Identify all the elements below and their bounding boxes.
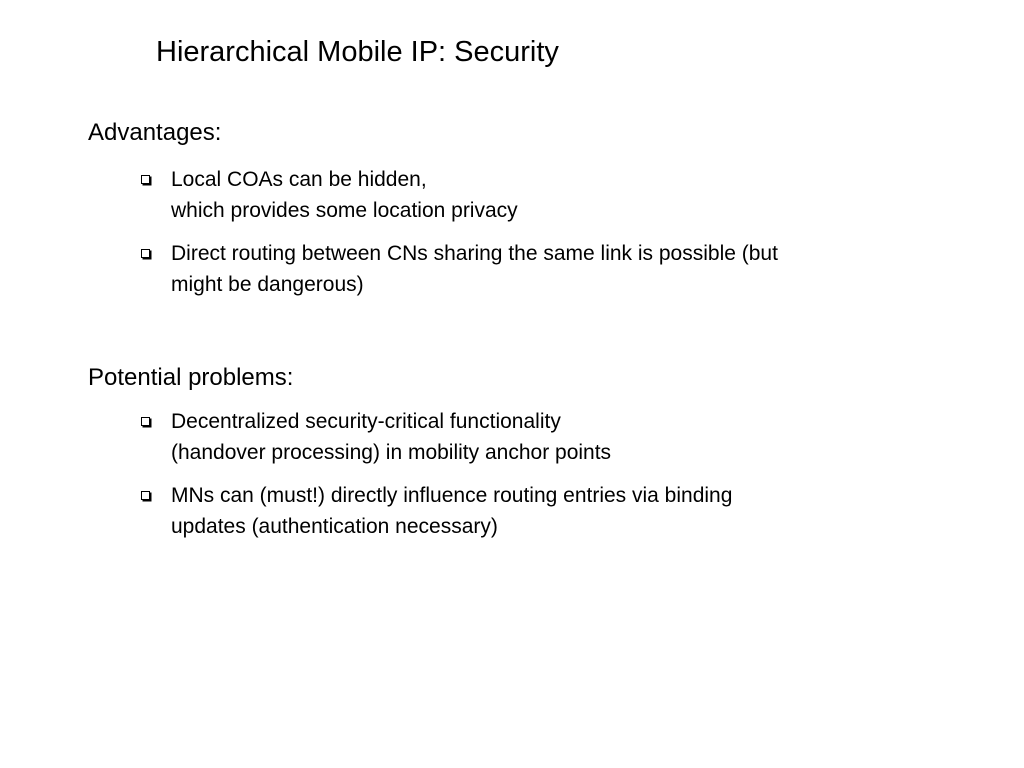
bullet-text-line: MNs can (must!) directly influence routing entries via binding	[171, 484, 733, 507]
bullet-text-line: which provides some location privacy	[171, 199, 518, 222]
advantages-list	[140, 164, 930, 312]
hollow-square-bullet-icon	[141, 249, 150, 258]
potential-problems-list	[140, 406, 930, 554]
list-item	[140, 164, 930, 226]
hollow-square-bullet-icon	[141, 175, 150, 184]
hollow-square-bullet-icon	[141, 417, 150, 426]
bullet-text-line: (handover processing) in mobility anchor points	[171, 441, 612, 464]
list-item	[140, 238, 930, 300]
section-heading-advantages: Advantages:	[88, 119, 222, 146]
bullet-text-line: Local COAs can be hidden,	[171, 168, 427, 191]
list-item	[140, 406, 930, 468]
list-item	[140, 480, 930, 542]
bullet-text-line: might be dangerous)	[171, 273, 364, 296]
hollow-square-bullet-icon	[141, 491, 150, 500]
slide-title: Hierarchical Mobile IP: Security	[156, 36, 559, 68]
bullet-text-line: updates (authentication necessary)	[171, 515, 498, 538]
bullet-text-line: Decentralized security-critical functionality	[171, 410, 561, 433]
section-heading-potential-problems: Potential problems:	[88, 364, 294, 391]
bullet-text-line: Direct routing between CNs sharing the same link is possible (but	[171, 242, 778, 265]
